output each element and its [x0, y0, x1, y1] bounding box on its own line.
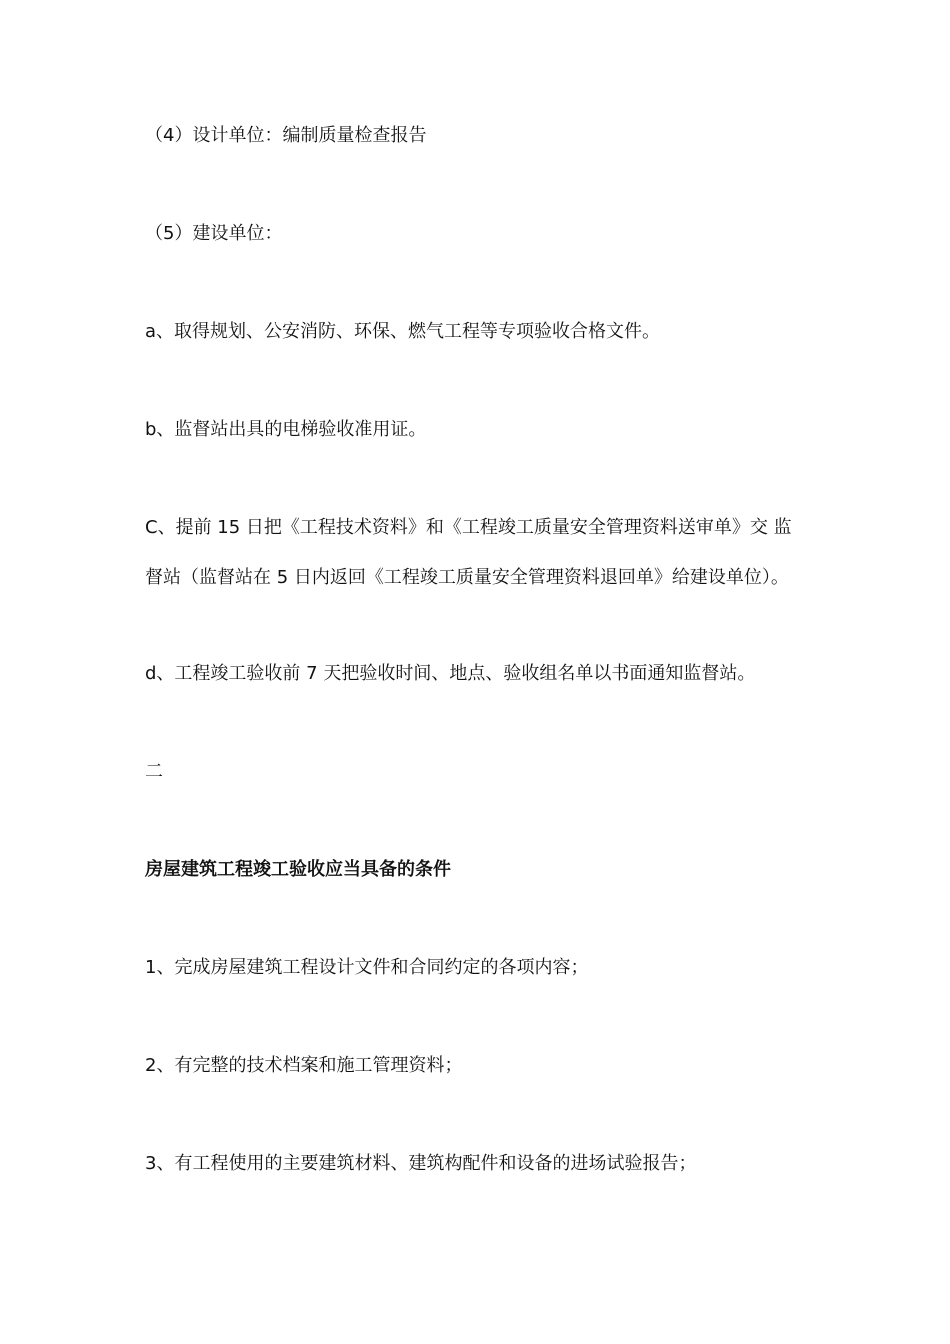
condition-2: 2、有完整的技术档案和施工管理资料；: [145, 1055, 463, 1076]
item-a: a、取得规划、公安消防、环保、燃气工程等专项验收合格文件。: [145, 321, 661, 342]
item-construction-unit: （5）建设单位：: [145, 223, 283, 244]
item-b: b、监督站出具的电梯验收准用证。: [145, 419, 427, 440]
section-number: 二: [145, 761, 163, 782]
item-design-unit: （4）设计单位：编制质量检查报告: [145, 125, 427, 146]
condition-1: 1、完成房屋建筑工程设计文件和合同约定的各项内容；: [145, 957, 589, 978]
condition-3: 3、有工程使用的主要建筑材料、建筑构配件和设备的进场试验报告；: [145, 1153, 697, 1174]
section-heading: 房屋建筑工程竣工验收应当具备的条件: [145, 859, 451, 880]
item-c-line1: C、提前 15 日把《工程技术资料》和《工程竣工质量安全管理资料送审单》交 监: [145, 517, 792, 538]
item-c-line2: 督站（监督站在 5 日内返回《工程竣工质量安全管理资料退回单》给建设单位）。: [145, 567, 789, 588]
item-d: d、工程竣工验收前 7 天把验收时间、地点、验收组名单以书面通知监督站。: [145, 663, 756, 684]
